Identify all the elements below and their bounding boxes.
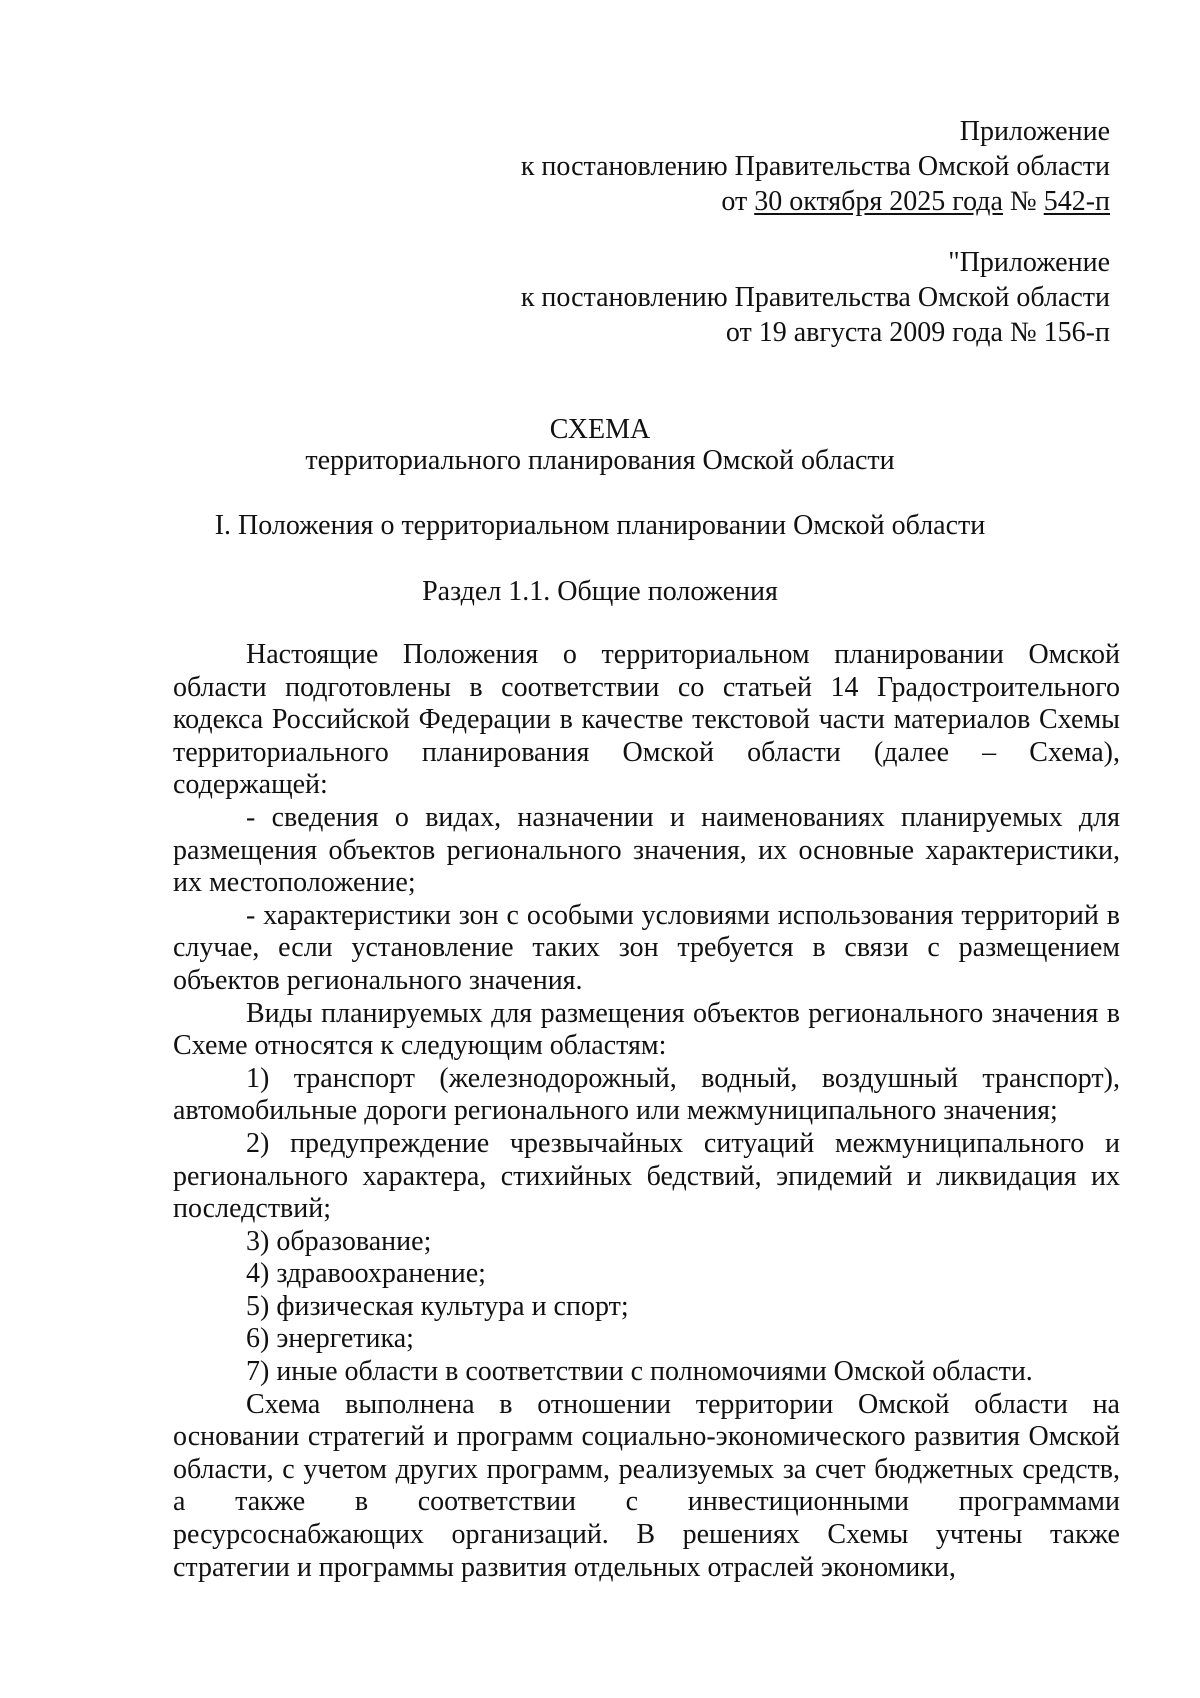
- dash-item-1: - сведения о видах, назначении и наименованиях планируемых для размещения объектов регионального значения, их основные характеристики, их местоположение;: [173, 801, 1120, 899]
- appendix-label: Приложение: [959, 116, 1110, 147]
- intro-paragraph: Настоящие Положения о территориальном планировании Омской области подготовлены в соответствии со статьей 14 Градостроительного кодекса Российской Федерации в качестве текстовой части материалов Схемы территориального планирования Омской области (далее – Схема), содержащей:: [173, 639, 1120, 801]
- list-item-4: 4) здравоохранение;: [246, 1258, 486, 1290]
- appendix-date-line: [521, 184, 1110, 219]
- number-sign: №: [1002, 186, 1044, 217]
- list-item-2: 2) предупреждение чрезвычайных ситуаций межмуниципального и регионального характера, стихийных бедствий, эпидемий и ликвидация их последствий;: [173, 1127, 1120, 1225]
- list-item-7: 7) иные области в соответствии с полномочиями Омской области.: [246, 1356, 1033, 1388]
- section-heading: Раздел 1.1. Общие положения: [422, 576, 778, 607]
- list-item-3: 3) образование;: [246, 1225, 432, 1257]
- date-prefix: от: [721, 186, 755, 217]
- document-title: СХЕМА: [549, 414, 651, 445]
- original-resolution-line: к постановлению Правительства Омской области: [520, 282, 1110, 313]
- appendix-resolution-line: к постановлению Правительства Омской области: [520, 151, 1110, 182]
- resolution-number: 542-п: [1043, 186, 1110, 217]
- document-subtitle: территориального планирования Омской области: [305, 445, 895, 476]
- list-item-5: 5) физическая культура и спорт;: [246, 1290, 629, 1322]
- document-body: [173, 639, 1120, 1584]
- list-item-6: 6) энергетика;: [246, 1323, 414, 1355]
- appendix-header-original: [521, 245, 1110, 350]
- original-appendix-label: "Приложение: [948, 247, 1110, 278]
- list-item-1: 1) транспорт (железнодорожный, водный, воздушный транспорт), автомобильные дороги регионального или межмуниципального значения;: [173, 1062, 1120, 1127]
- original-date-line: от 19 августа 2009 года № 156-п: [725, 317, 1110, 348]
- closing-paragraph: Схема выполнена в отношении территории Омской области на основании стратегий и программ социально-экономического развития Омской области, с учетом других программ, реализуемых за счет бюджетных средств, а также в соответствии с инвестиционными программами ресурсоснабжающих организаций. В решениях Схемы учтены также стратегии и программы развития отдельных отраслей экономики,: [173, 1388, 1120, 1583]
- types-intro-paragraph: Виды планируемых для размещения объектов регионального значения в Схеме относятся к следующим областям:: [173, 997, 1120, 1062]
- appendix-header-current: [521, 114, 1110, 219]
- dash-item-2: - характеристики зон с особыми условиями использования территорий в случае, если установление таких зон требуется в связи с размещением объектов регионального значения.: [173, 899, 1120, 996]
- chapter-heading: I. Положения о территориальном планировании Омской области: [214, 510, 986, 541]
- resolution-date: 30 октября 2025 года: [754, 186, 1003, 217]
